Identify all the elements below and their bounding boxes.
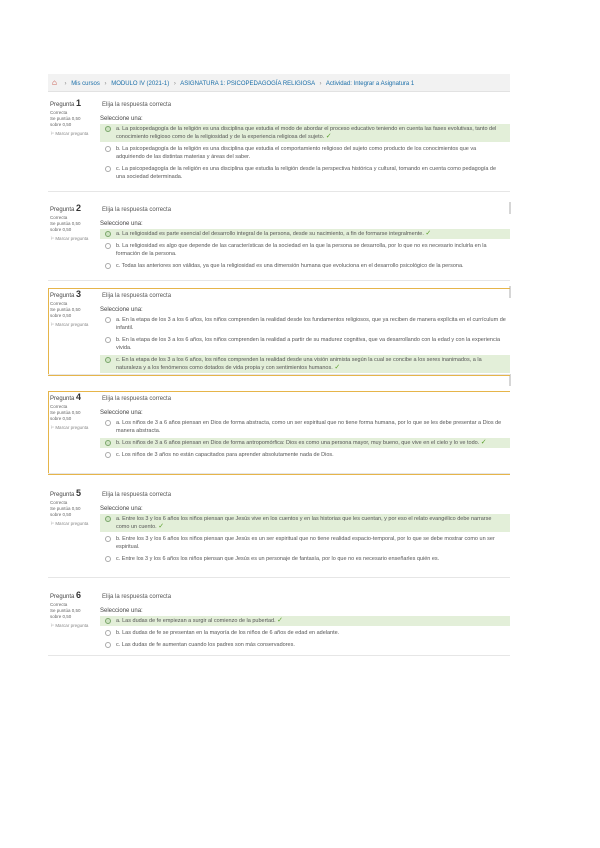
answer-option[interactable]: b. Los niños de 3 a 6 años piensan en Dios de forma antropomórfica: Dios es como una persona mayor, muy bueno, que vive en el cielo y lo ve todo. ✓	[100, 438, 510, 448]
answer-option[interactable]: a. La psicopedagogía de la religión es una disciplina que estudia el modo de abordar el proceso educativo teniendo en cuenta las fases evolutivas, tanto del conocimiento religioso como de la religiosidad y de la experiencia religiosa del sujeto. ✓	[100, 124, 510, 142]
radio-button[interactable]	[105, 420, 111, 426]
select-label: Seleccione una:	[100, 307, 143, 313]
question-score: Se puntúa 0,50 sobre 0,50	[50, 410, 81, 421]
radio-button[interactable]	[105, 243, 111, 249]
answer-option[interactable]: a. Las dudas de fe empiezan a surgir al comienzo de la pubertad. ✓	[100, 616, 510, 626]
question-score: Se puntúa 0,50 sobre 0,50	[50, 608, 81, 619]
breadcrumb: ⌂ › Mis cursos › MODULO IV (2021-1) › ASIGNATURA 1: PSICOPEDAGOGÍA RELIGIOSA › Actividad: Integrar a Asignatura 1	[48, 74, 510, 92]
question-score: Se puntúa 0,50 sobre 0,50	[50, 506, 81, 517]
flag-question-link[interactable]: ⚐ Marcar pregunta	[50, 521, 89, 526]
question-number: 3	[76, 289, 82, 299]
breadcrumb-item-courses[interactable]: Mis cursos	[71, 81, 100, 87]
correct-check-icon: ✓	[158, 523, 165, 530]
question-status: Correcta	[50, 301, 68, 306]
question-info: Pregunta 5 Correcta Se puntúa 0,50 sobre 0,50 ⚐ Marcar pregunta	[48, 490, 93, 527]
correct-check-icon: ✓	[425, 230, 432, 237]
flag-question-link[interactable]: ⚐ Marcar pregunta	[50, 322, 89, 327]
question-score: Se puntúa 0,50 sobre 0,50	[50, 307, 81, 318]
flag-icon: ⚐	[50, 623, 55, 628]
radio-button[interactable]	[105, 231, 111, 237]
question-score: Se puntúa 0,50 sobre 0,50	[50, 116, 81, 127]
radio-button[interactable]	[105, 618, 111, 624]
question-number: 5	[76, 488, 82, 498]
question-3	[48, 291, 510, 375]
question-status: Correcta	[50, 110, 68, 115]
select-label: Seleccione una:	[100, 410, 143, 416]
radio-button[interactable]	[105, 357, 111, 363]
answer-option[interactable]: c. Entre los 3 y los 6 años los niños piensan que Jesús es un personaje de fantasía, por lo que no es necesario enseñarles quién es.	[100, 554, 510, 564]
question-status: Correcta	[50, 404, 68, 409]
flag-icon: ⚐	[50, 236, 55, 241]
correct-check-icon: ✓	[480, 439, 487, 446]
correct-check-icon: ✓	[277, 617, 284, 624]
select-label: Seleccione una:	[100, 506, 143, 512]
answer-option[interactable]: c. La psicopedagogía de la religión es una disciplina que estudia la religión desde la perspectiva histórica y cultural, tomando en cuenta como pedagogía de una sociedad determinada.	[100, 164, 510, 182]
flag-question-link[interactable]: ⚐ Marcar pregunta	[50, 236, 89, 241]
answer-option[interactable]: c. Todas las anteriores son válidas, ya que la religiosidad es una dimensión humana que evoluciona en el desarrollo psicológico de la persona.	[100, 261, 510, 271]
radio-button[interactable]	[105, 263, 111, 269]
breadcrumb-item-activity[interactable]: Actividad: Integrar a Asignatura 1	[325, 81, 415, 87]
select-label: Seleccione una:	[100, 116, 143, 122]
radio-button[interactable]	[105, 126, 111, 132]
flag-icon: ⚐	[50, 322, 55, 327]
question-1	[48, 100, 510, 192]
answer-option[interactable]: b. La psicopedagogía de la religión es una disciplina que estudia el comportamiento religioso del sujeto como producto de los conocimientos que va adquiriendo de las distintas materias y áreas del saber.	[100, 144, 510, 162]
radio-button[interactable]	[105, 166, 111, 172]
question-prompt: Elija la respuesta correcta	[102, 293, 172, 299]
question-info: Pregunta 6 Correcta Se puntúa 0,50 sobre 0,50 ⚐ Marcar pregunta	[48, 592, 93, 629]
flag-icon: ⚐	[50, 425, 55, 430]
question-number: 1	[76, 98, 82, 108]
answer-option[interactable]: b. Entre los 3 y los 6 años los niños piensan que Jesús es un ser espiritual que no tiene realidad espacio-temporal, por lo que se debe mostrar como un ser espiritual.	[100, 534, 510, 552]
question-info: Pregunta 1 Correcta Se puntúa 0,50 sobre 0,50 ⚐ Marcar pregunta	[48, 100, 93, 137]
question-number: 2	[76, 203, 82, 213]
radio-button[interactable]	[105, 317, 111, 323]
correct-check-icon: ✓	[334, 364, 341, 371]
radio-button[interactable]	[105, 630, 111, 636]
question-prompt: Elija la respuesta correcta	[102, 102, 172, 108]
question-info: Pregunta 3 Correcta Se puntúa 0,50 sobre 0,50 ⚐ Marcar pregunta	[48, 291, 93, 328]
select-label: Seleccione una:	[100, 608, 143, 614]
question-prompt: Elija la respuesta correcta	[102, 594, 172, 600]
answer-option[interactable]: a. La religiosidad es parte esencial del desarrollo integral de la persona, desde su nacimiento, a fin de formarse integralmente. ✓	[100, 229, 510, 239]
question-info: Pregunta 4 Correcta Se puntúa 0,50 sobre 0,50 ⚐ Marcar pregunta	[48, 394, 93, 431]
question-5	[48, 490, 510, 578]
question-status: Correcta	[50, 500, 68, 505]
answer-option[interactable]: a. En la etapa de los 3 a los 6 años, los niños comprenden la realidad desde los fundamentos religiosos, que ya reciben de manera explícita en el currículum de infantil.	[100, 315, 510, 333]
breadcrumb-item-subject[interactable]: ASIGNATURA 1: PSICOPEDAGOGÍA RELIGIOSA	[180, 81, 315, 87]
question-number: 6	[76, 590, 82, 600]
select-label: Seleccione una:	[100, 221, 143, 227]
answer-option[interactable]: a. Entre los 3 y los 6 años los niños piensan que Jesús vive en los cuentos y en las historias que les cuentan, y por eso el relato evangélico debe narrarse como un cuento. ✓	[100, 514, 510, 532]
radio-button[interactable]	[105, 516, 111, 522]
radio-button[interactable]	[105, 452, 111, 458]
radio-button[interactable]	[105, 337, 111, 343]
breadcrumb-item-module[interactable]: MODULO IV (2021-1)	[111, 81, 170, 87]
flag-icon: ⚐	[50, 521, 55, 526]
radio-button[interactable]	[105, 440, 111, 446]
radio-button[interactable]	[105, 642, 111, 648]
question-6	[48, 592, 510, 656]
question-score: Se puntúa 0,50 sobre 0,50	[50, 221, 81, 232]
question-number: 4	[76, 392, 82, 402]
question-prompt: Elija la respuesta correcta	[102, 492, 172, 498]
flag-question-link[interactable]: ⚐ Marcar pregunta	[50, 623, 89, 628]
radio-button[interactable]	[105, 536, 111, 542]
radio-button[interactable]	[105, 146, 111, 152]
answer-option[interactable]: b. Las dudas de fe se presentan en la mayoría de los niños de 6 años de edad en adelante.	[100, 628, 510, 638]
answer-option[interactable]: b. En la etapa de los 3 a los 6 años, los niños comprenden la realidad a partir de su madurez cognitiva, que va desarrollando con la edad y con la experiencia vivida.	[100, 335, 510, 353]
question-prompt: Elija la respuesta correcta	[102, 207, 172, 213]
answer-option[interactable]: a. Los niños de 3 a 6 años piensan en Dios de forma abstracta, como un ser espiritual que no tiene forma humana, por lo que se les debe presentar a Dios de manera abstracta.	[100, 418, 510, 436]
answer-option[interactable]: c. Las dudas de fe aumentan cuando los padres son más conservadores.	[100, 640, 510, 650]
question-info: Pregunta 2 Correcta Se puntúa 0,50 sobre 0,50 ⚐ Marcar pregunta	[48, 205, 93, 242]
flag-question-link[interactable]: ⚐ Marcar pregunta	[50, 425, 89, 430]
answer-option[interactable]: b. La religiosidad es algo que depende de las características de la sociedad en la que la persona se desarrolla, por lo que no es necesario incluirla en la formación de la persona.	[100, 241, 510, 259]
question-prompt: Elija la respuesta correcta	[102, 396, 172, 402]
answer-option[interactable]: c. En la etapa de los 3 a los 6 años, los niños comprenden la realidad desde una visión animista según la cual se concibe a los seres inanimados, a la naturaleza y a los fenómenos como dotados de vida propia y con sentimientos humanos. ✓	[100, 355, 510, 373]
question-4	[48, 394, 510, 474]
question-status: Correcta	[50, 602, 68, 607]
correct-check-icon: ✓	[325, 133, 332, 140]
answer-option[interactable]: c. Los niños de 3 años no están capacitados para aprender absolutamente nada de Dios.	[100, 450, 510, 460]
home-icon[interactable]: ⌂	[52, 78, 57, 87]
question-2	[48, 205, 510, 281]
radio-button[interactable]	[105, 556, 111, 562]
flag-icon: ⚐	[50, 131, 55, 136]
flag-question-link[interactable]: ⚐ Marcar pregunta	[50, 131, 89, 136]
question-status: Correcta	[50, 215, 68, 220]
